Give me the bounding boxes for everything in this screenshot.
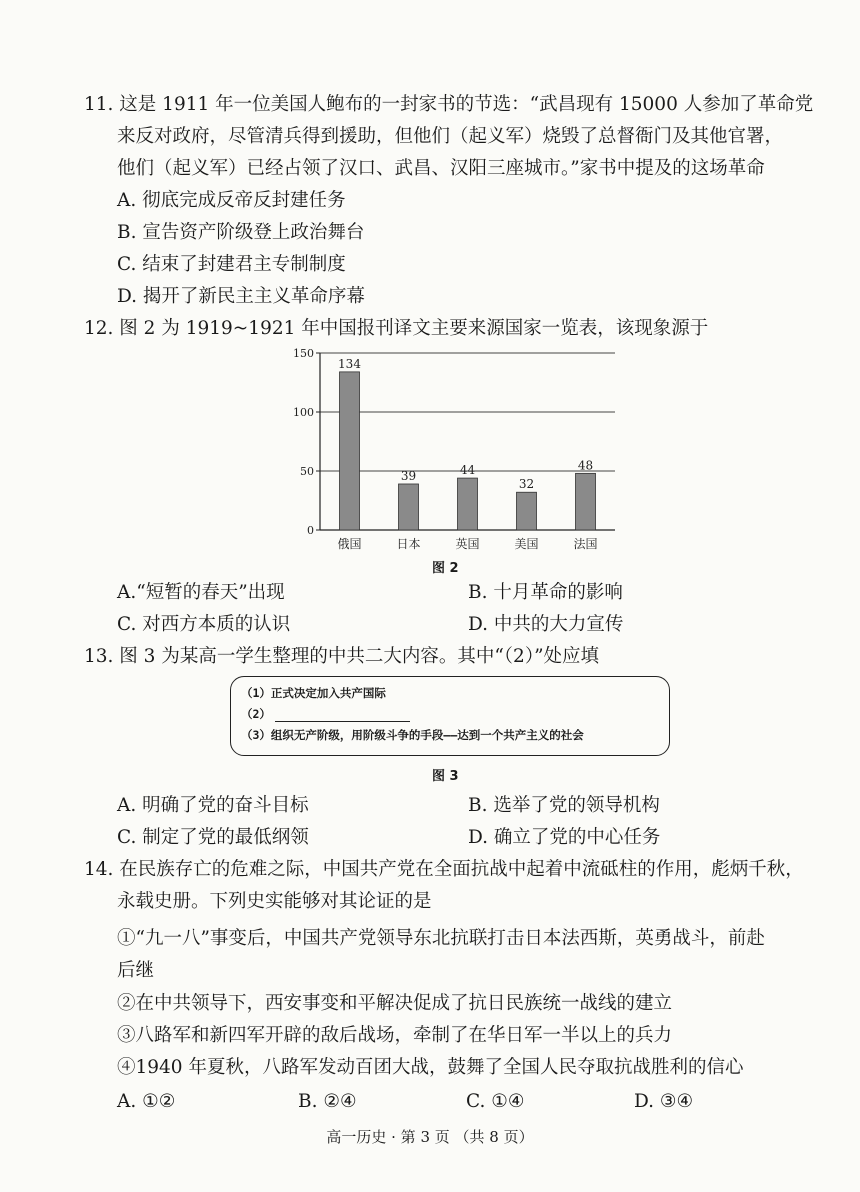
fig3-item-3: （3）组织无产阶级，用阶级斗争的手段——达到一个共产主义的社会 bbox=[241, 728, 584, 742]
fig3-item-1: （1）正式决定加入共产国际 bbox=[241, 686, 386, 700]
q14-option-c: C. ①④ bbox=[466, 1091, 525, 1112]
bar bbox=[517, 492, 537, 530]
q13-option-c: C. 制定了党的最低纲领 bbox=[117, 827, 309, 848]
q14-line-1: 14. 在民族存亡的危难之际，中国共产党在全面抗战中起着中流砥柱的作用，彪炳千秋， bbox=[84, 859, 804, 880]
figure-3-caption: 图 3 bbox=[432, 769, 459, 784]
q11-option-a: A. 彻底完成反帝反封建任务 bbox=[117, 190, 346, 211]
fill-in-blank bbox=[275, 707, 410, 722]
bar bbox=[458, 478, 478, 530]
fig3-item-2-row bbox=[241, 704, 659, 725]
y-tick-label: 100 bbox=[293, 406, 314, 419]
q11-line-3: 他们（起义军）已经占领了汉口、武昌、汉阳三座城市。”家书中提及的这场革命 bbox=[117, 158, 765, 179]
y-tick-label: 0 bbox=[307, 524, 314, 537]
bar-value-label: 32 bbox=[518, 477, 535, 492]
y-tick-label: 150 bbox=[293, 347, 314, 360]
q11-line-2: 来反对政府，尽管清兵得到援助，但他们（起义军）烧毁了总督衙门及其他官署， bbox=[117, 126, 784, 147]
fig3-item-2: （2） bbox=[241, 707, 271, 721]
q12-option-c: C. 对西方本质的认识 bbox=[117, 614, 291, 635]
q12-line: 12. 图 2 为 1919~1921 年中国报刊译文主要来源国家一览表，该现象源于 bbox=[84, 318, 709, 339]
x-tick-label: 俄国 bbox=[337, 537, 362, 551]
q14-option-b: B. ②④ bbox=[298, 1091, 357, 1112]
bar-value-label: 48 bbox=[577, 458, 594, 473]
q12-option-a: A.“短暂的春天”出现 bbox=[117, 582, 285, 603]
q14-option-a: A. ①② bbox=[117, 1091, 176, 1112]
q11-option-c: C. 结束了封建君主专制制度 bbox=[117, 254, 346, 275]
q13-option-a: A. 明确了党的奋斗目标 bbox=[117, 795, 309, 816]
q14-statement-2: ②在中共领导下，西安事变和平解决促成了抗日民族统一战线的建立 bbox=[117, 993, 673, 1014]
q12-option-b: B. 十月革命的影响 bbox=[468, 582, 623, 603]
q14-statement-1-cont: 后继 bbox=[117, 960, 155, 981]
q11-option-b: B. 宣告资产阶级登上政治舞台 bbox=[117, 222, 365, 243]
bar bbox=[399, 484, 419, 530]
bar-value-label: 39 bbox=[400, 468, 417, 483]
q11-option-d: D. 揭开了新民主主义革命序幕 bbox=[117, 286, 365, 307]
figure-2-caption: 图 2 bbox=[432, 561, 459, 576]
q13-option-d: D. 确立了党的中心任务 bbox=[468, 827, 661, 848]
bar-chart bbox=[285, 340, 625, 555]
bar-value-label: 44 bbox=[459, 463, 476, 478]
q14-option-d: D. ③④ bbox=[634, 1091, 694, 1112]
y-tick-label: 50 bbox=[300, 465, 314, 478]
q13-option-b: B. 选举了党的领导机构 bbox=[468, 795, 660, 816]
x-tick-label: 英国 bbox=[455, 537, 480, 551]
figure-3-box bbox=[230, 676, 670, 756]
q13-line: 13. 图 3 为某高一学生整理的中共二大内容。其中“（2）”处应填 bbox=[84, 646, 600, 667]
q14-statement-3: ③八路军和新四军开辟的敌后战场，牵制了在华日军一半以上的兵力 bbox=[117, 1025, 673, 1046]
x-tick-label: 法国 bbox=[573, 537, 598, 551]
q12-option-d: D. 中共的大力宣传 bbox=[468, 614, 624, 635]
bar bbox=[576, 473, 596, 530]
x-tick-label: 日本 bbox=[396, 537, 421, 551]
page-footer: 高一历史 · 第 3 页 （共 8 页） bbox=[326, 1128, 534, 1146]
q14-line-2: 永载史册。下列史实能够对其论证的是 bbox=[117, 891, 432, 912]
bar bbox=[340, 372, 360, 530]
q14-statement-1: ①“九一八”事变后，中国共产党领导东北抗联打击日本法西斯，英勇战斗，前赴 bbox=[117, 928, 765, 949]
bar-value-label: 134 bbox=[338, 356, 361, 371]
q14-statement-4: ④1940 年夏秋，八路军发动百团大战，鼓舞了全国人民夺取抗战胜利的信心 bbox=[117, 1057, 744, 1078]
q11-line-1: 11. 这是 1911 年一位美国人鲍布的一封家书的节选：“武昌现有 15000 人参加了革命党 bbox=[84, 94, 814, 115]
x-tick-label: 美国 bbox=[514, 537, 539, 551]
